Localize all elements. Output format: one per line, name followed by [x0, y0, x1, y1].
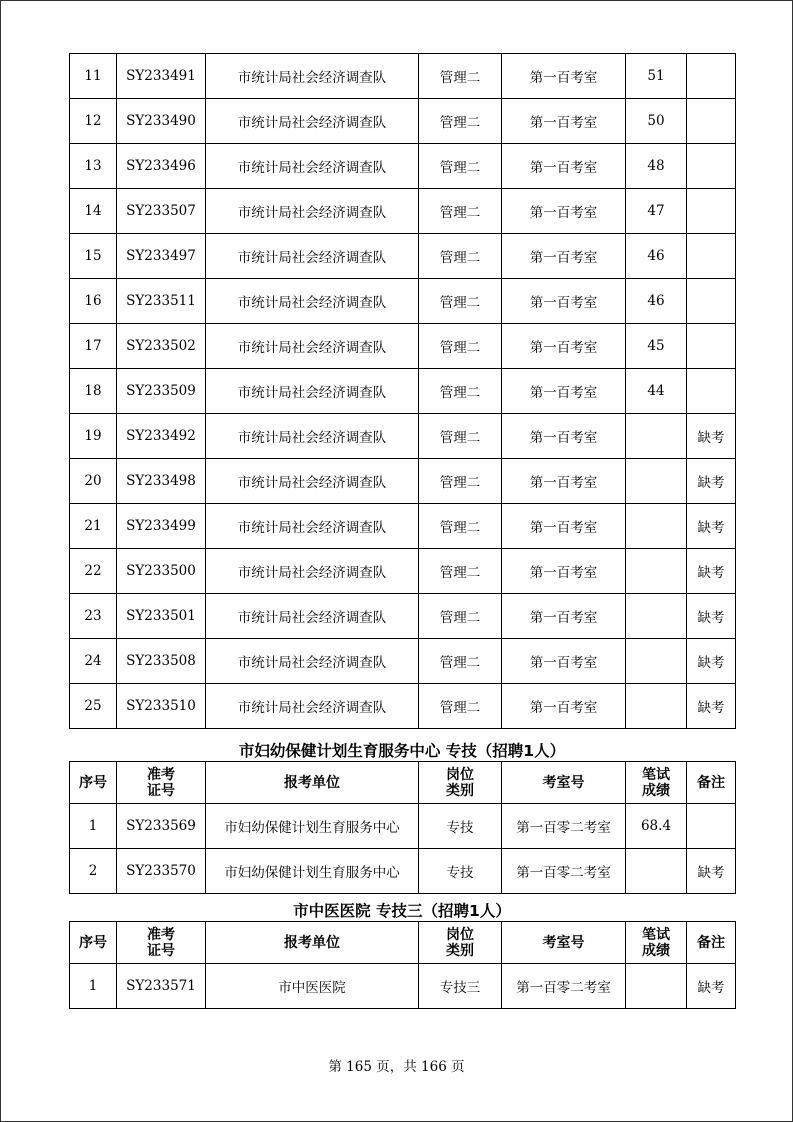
cell-unit: 市统计局社会经济调查队	[206, 54, 419, 99]
header-score	[626, 762, 687, 804]
cell-note	[687, 144, 736, 189]
cell-post-type: 管理二	[419, 144, 502, 189]
cell-seq: 18	[70, 369, 117, 414]
header-exam-id-line2: 证号	[147, 942, 175, 959]
section-title-tcm-hospital: 市中医医院 专技三（招聘1人）	[293, 902, 511, 920]
cell-unit: 市统计局社会经济调查队	[206, 504, 419, 549]
results-table-tcm-hospital-body	[70, 964, 736, 1009]
cell-exam-id: SY233502	[117, 324, 206, 369]
table-row	[70, 54, 736, 99]
cell-score: 50	[626, 99, 687, 144]
header-post-type-line2: 类别	[446, 942, 474, 959]
cell-unit: 市妇幼保健计划生育服务中心	[206, 849, 419, 894]
cell-post-type: 管理二	[419, 234, 502, 279]
cell-post-type: 专技三	[419, 964, 502, 1009]
cell-exam-id: SY233501	[117, 594, 206, 639]
cell-exam-id: SY233507	[117, 189, 206, 234]
cell-room: 第一百考室	[502, 99, 626, 144]
cell-exam-id: SY233500	[117, 549, 206, 594]
header-room: 考室号	[502, 762, 626, 804]
cell-score: 44	[626, 369, 687, 414]
results-table-main-body	[70, 54, 736, 729]
cell-room: 第一百考室	[502, 549, 626, 594]
table-row	[70, 639, 736, 684]
cell-note	[687, 234, 736, 279]
table-row	[70, 804, 736, 849]
table-row	[70, 99, 736, 144]
header-seq: 序号	[70, 762, 117, 804]
cell-post-type: 管理二	[419, 459, 502, 504]
cell-room: 第一百考室	[502, 144, 626, 189]
cell-post-type: 管理二	[419, 189, 502, 234]
cell-room: 第一百考室	[502, 639, 626, 684]
cell-post-type: 管理二	[419, 684, 502, 729]
header-unit: 报考单位	[206, 922, 419, 964]
cell-score	[626, 504, 687, 549]
header-score-line1: 笔试	[642, 766, 670, 783]
cell-exam-id: SY233497	[117, 234, 206, 279]
header-post-type-line1: 岗位	[446, 926, 474, 943]
cell-note: 缺考	[687, 414, 736, 459]
cell-post-type: 管理二	[419, 414, 502, 459]
table-row	[70, 324, 736, 369]
cell-score: 48	[626, 144, 687, 189]
results-table-tcm-hospital	[69, 921, 736, 1009]
results-table-main	[69, 53, 736, 729]
cell-score	[626, 684, 687, 729]
cell-score	[626, 964, 687, 1009]
cell-exam-id: SY233570	[117, 849, 206, 894]
cell-post-type: 管理二	[419, 99, 502, 144]
section-title-maternal-child: 市妇幼保健计划生育服务中心 专技（招聘1人）	[238, 742, 566, 760]
header-note: 备注	[687, 922, 736, 964]
cell-seq: 20	[70, 459, 117, 504]
header-score-line1: 笔试	[642, 926, 670, 943]
cell-score: 47	[626, 189, 687, 234]
table-row	[70, 594, 736, 639]
cell-post-type: 专技	[419, 804, 502, 849]
cell-post-type: 管理二	[419, 324, 502, 369]
cell-score: 46	[626, 234, 687, 279]
cell-room: 第一百考室	[502, 414, 626, 459]
cell-seq: 25	[70, 684, 117, 729]
cell-room: 第一百零二考室	[502, 849, 626, 894]
cell-room: 第一百考室	[502, 684, 626, 729]
cell-score	[626, 639, 687, 684]
cell-unit: 市统计局社会经济调查队	[206, 414, 419, 459]
cell-note: 缺考	[687, 639, 736, 684]
cell-unit: 市统计局社会经济调查队	[206, 459, 419, 504]
cell-room: 第一百考室	[502, 279, 626, 324]
header-score	[626, 922, 687, 964]
header-post-type-line1: 岗位	[446, 766, 474, 783]
table-row	[70, 144, 736, 189]
header-exam-id	[117, 762, 206, 804]
cell-unit: 市统计局社会经济调查队	[206, 369, 419, 414]
cell-room: 第一百考室	[502, 324, 626, 369]
cell-unit: 市统计局社会经济调查队	[206, 684, 419, 729]
cell-exam-id: SY233569	[117, 804, 206, 849]
cell-exam-id: SY233490	[117, 99, 206, 144]
cell-exam-id: SY233498	[117, 459, 206, 504]
cell-score: 46	[626, 279, 687, 324]
cell-exam-id: SY233510	[117, 684, 206, 729]
cell-seq: 21	[70, 504, 117, 549]
cell-post-type: 专技	[419, 849, 502, 894]
header-score-line2: 成绩	[642, 942, 670, 959]
cell-unit: 市统计局社会经济调查队	[206, 189, 419, 234]
cell-room: 第一百零二考室	[502, 964, 626, 1009]
cell-seq: 1	[70, 964, 117, 1009]
cell-seq: 19	[70, 414, 117, 459]
cell-exam-id: SY233511	[117, 279, 206, 324]
cell-score: 51	[626, 54, 687, 99]
header-exam-id-line1: 准考	[147, 766, 175, 783]
cell-room: 第一百考室	[502, 504, 626, 549]
page-footer: 第 165 页，共 166 页	[328, 1059, 465, 1075]
cell-unit: 市统计局社会经济调查队	[206, 639, 419, 684]
cell-note: 缺考	[687, 504, 736, 549]
cell-note	[687, 324, 736, 369]
cell-seq: 17	[70, 324, 117, 369]
cell-exam-id: SY233496	[117, 144, 206, 189]
cell-seq: 13	[70, 144, 117, 189]
cell-unit: 市统计局社会经济调查队	[206, 234, 419, 279]
cell-score	[626, 414, 687, 459]
cell-unit: 市统计局社会经济调查队	[206, 594, 419, 639]
cell-note	[687, 279, 736, 324]
cell-seq: 14	[70, 189, 117, 234]
table-header-row	[70, 922, 736, 964]
header-post-type	[419, 762, 502, 804]
header-post-type	[419, 922, 502, 964]
header-unit: 报考单位	[206, 762, 419, 804]
cell-note	[687, 99, 736, 144]
table-row	[70, 549, 736, 594]
cell-exam-id: SY233499	[117, 504, 206, 549]
cell-unit: 市统计局社会经济调查队	[206, 324, 419, 369]
cell-seq: 11	[70, 54, 117, 99]
cell-room: 第一百考室	[502, 234, 626, 279]
cell-seq: 16	[70, 279, 117, 324]
cell-note	[687, 804, 736, 849]
cell-note	[687, 369, 736, 414]
cell-seq: 12	[70, 99, 117, 144]
cell-note: 缺考	[687, 849, 736, 894]
table-row	[70, 234, 736, 279]
cell-seq: 23	[70, 594, 117, 639]
cell-room: 第一百零二考室	[502, 804, 626, 849]
header-seq: 序号	[70, 922, 117, 964]
cell-score: 68.4	[626, 804, 687, 849]
cell-unit: 市妇幼保健计划生育服务中心	[206, 804, 419, 849]
cell-score	[626, 594, 687, 639]
cell-note: 缺考	[687, 594, 736, 639]
cell-exam-id: SY233492	[117, 414, 206, 459]
cell-room: 第一百考室	[502, 369, 626, 414]
header-post-type-line2: 类别	[446, 782, 474, 799]
cell-exam-id: SY233571	[117, 964, 206, 1009]
table-row	[70, 459, 736, 504]
cell-post-type: 管理二	[419, 54, 502, 99]
cell-exam-id: SY233509	[117, 369, 206, 414]
cell-note: 缺考	[687, 459, 736, 504]
table-row	[70, 369, 736, 414]
cell-score	[626, 459, 687, 504]
results-table-maternal-child	[69, 761, 736, 894]
cell-post-type: 管理二	[419, 369, 502, 414]
cell-unit: 市中医医院	[206, 964, 419, 1009]
cell-unit: 市统计局社会经济调查队	[206, 144, 419, 189]
header-exam-id-line2: 证号	[147, 782, 175, 799]
cell-room: 第一百考室	[502, 594, 626, 639]
cell-post-type: 管理二	[419, 504, 502, 549]
cell-exam-id: SY233491	[117, 54, 206, 99]
cell-post-type: 管理二	[419, 594, 502, 639]
cell-room: 第一百考室	[502, 459, 626, 504]
table-row	[70, 414, 736, 459]
cell-unit: 市统计局社会经济调查队	[206, 549, 419, 594]
cell-note: 缺考	[687, 964, 736, 1009]
cell-note	[687, 54, 736, 99]
table-header-row	[70, 762, 736, 804]
table-row	[70, 964, 736, 1009]
table-row	[70, 684, 736, 729]
cell-post-type: 管理二	[419, 279, 502, 324]
cell-seq: 2	[70, 849, 117, 894]
cell-score: 45	[626, 324, 687, 369]
header-note: 备注	[687, 762, 736, 804]
table-row	[70, 504, 736, 549]
cell-exam-id: SY233508	[117, 639, 206, 684]
header-score-line2: 成绩	[642, 782, 670, 799]
cell-note: 缺考	[687, 684, 736, 729]
header-room: 考室号	[502, 922, 626, 964]
cell-seq: 15	[70, 234, 117, 279]
cell-seq: 1	[70, 804, 117, 849]
header-exam-id-line1: 准考	[147, 926, 175, 943]
cell-post-type: 管理二	[419, 549, 502, 594]
results-table-maternal-child-body	[70, 804, 736, 894]
table-row	[70, 849, 736, 894]
header-exam-id	[117, 922, 206, 964]
table-row	[70, 189, 736, 234]
cell-room: 第一百考室	[502, 54, 626, 99]
cell-unit: 市统计局社会经济调查队	[206, 279, 419, 324]
cell-unit: 市统计局社会经济调查队	[206, 99, 419, 144]
table-row	[70, 279, 736, 324]
cell-note: 缺考	[687, 549, 736, 594]
cell-seq: 24	[70, 639, 117, 684]
cell-note	[687, 189, 736, 234]
cell-room: 第一百考室	[502, 189, 626, 234]
cell-score	[626, 549, 687, 594]
cell-seq: 22	[70, 549, 117, 594]
cell-score	[626, 849, 687, 894]
cell-post-type: 管理二	[419, 639, 502, 684]
